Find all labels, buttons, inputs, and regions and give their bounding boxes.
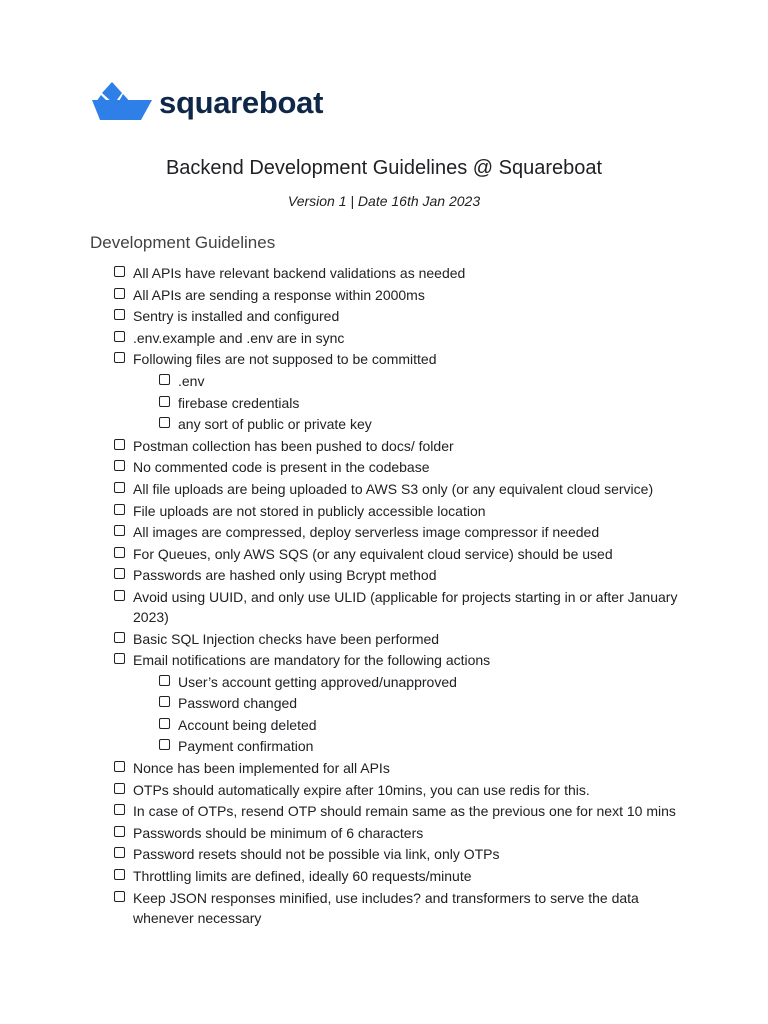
checklist-item (114, 349, 684, 434)
checklist-item-label: Avoid using UUID, and only use ULID (applicable for projects starting in or after January 2023) (133, 588, 678, 625)
checkbox[interactable] (114, 847, 125, 858)
section-heading: Development Guidelines (90, 233, 276, 252)
checklist-row (114, 522, 684, 542)
checklist-item (159, 414, 684, 434)
checklist-row (159, 672, 684, 692)
checklist-item-label: All file uploads are being uploaded to AWS S3 only (or any equivalent cloud service) (133, 480, 654, 497)
brand-name: squareboat (159, 84, 324, 120)
checklist-item (114, 780, 684, 800)
checkbox[interactable] (114, 632, 125, 643)
checklist-row (114, 436, 684, 456)
checklist-item-label: .env.example and .env are in sync (133, 329, 345, 346)
checkbox[interactable] (114, 525, 125, 536)
checklist-row (114, 587, 684, 627)
checkbox[interactable] (114, 826, 125, 837)
checklist-item (114, 544, 684, 564)
checkbox[interactable] (114, 891, 125, 902)
checkbox[interactable] (114, 439, 125, 450)
checklist-item (159, 672, 684, 692)
checklist-row (114, 457, 684, 477)
checkbox[interactable] (114, 869, 125, 880)
checklist-item (114, 888, 684, 928)
checklist-item-label: Passwords are hashed only using Bcrypt method (133, 567, 437, 584)
checkbox[interactable] (114, 352, 125, 363)
checklist-item-label: Nonce has been implemented for all APIs (133, 760, 390, 777)
checklist-item-label: Passwords should be minimum of 6 characters (133, 824, 424, 841)
checklist-item-label: User’s account getting approved/unapproved (178, 673, 457, 690)
checklist-row (114, 844, 684, 864)
checklist-row (159, 693, 684, 713)
checkbox[interactable] (114, 331, 125, 342)
checklist-item (114, 587, 684, 627)
checklist-row (159, 393, 684, 413)
checklist-item (159, 736, 684, 756)
checklist-row (159, 736, 684, 756)
checkbox[interactable] (114, 590, 125, 601)
checkbox[interactable] (159, 675, 170, 686)
checklist-row (114, 328, 684, 348)
checklist-item (114, 522, 684, 542)
checklist-item (114, 263, 684, 283)
checkbox[interactable] (114, 266, 125, 277)
checklist-row (159, 414, 684, 434)
checklist-item (114, 758, 684, 778)
checklist-row (114, 780, 684, 800)
checklist-row (114, 629, 684, 649)
checkbox[interactable] (114, 653, 125, 664)
checkbox[interactable] (159, 396, 170, 407)
checklist-row (114, 479, 684, 499)
checklist-item (114, 565, 684, 585)
checklist-row (114, 888, 684, 928)
checklist-row (114, 501, 684, 521)
checklist-item (114, 436, 684, 456)
checklist-row (159, 715, 684, 735)
checklist-item-label: Password changed (178, 695, 298, 712)
sub-checklist (114, 371, 684, 434)
checklist-item-label: Email notifications are mandatory for the following actions (133, 652, 491, 669)
checklist-item-label: Basic SQL Injection checks have been performed (133, 630, 440, 647)
checklist-item (114, 501, 684, 521)
checklist-item (159, 371, 684, 391)
version-line: Version 1 | Date 16th Jan 2023 (287, 193, 481, 209)
checklist-item-label: For Queues, only AWS SQS (or any equivalent cloud service) should be used (133, 545, 613, 562)
checkbox[interactable] (114, 288, 125, 299)
checkbox[interactable] (114, 504, 125, 515)
checklist-row (114, 306, 684, 326)
document-title: Backend Development Guidelines @ Squareboat (165, 157, 603, 179)
checklist-item-label: File uploads are not stored in publicly accessible location (133, 502, 486, 519)
checklist-item-label: All APIs have relevant backend validations as needed (133, 265, 466, 281)
checklist-item-label: All images are compressed, deploy serverless image compressor if needed (133, 524, 600, 541)
checklist-item (114, 479, 684, 499)
checkbox[interactable] (159, 696, 170, 707)
checkbox[interactable] (159, 417, 170, 428)
checklist-row (114, 823, 684, 843)
checklist-item (114, 285, 684, 305)
checklist (114, 263, 684, 929)
checklist-item (114, 823, 684, 843)
checklist-item (159, 715, 684, 735)
checklist-item-label: any sort of public or private key (178, 416, 372, 433)
checklist-item (159, 693, 684, 713)
checklist-item-label: In case of OTPs, resend OTP should remain same as the previous one for next 10 mins (133, 803, 676, 820)
checklist-row (114, 565, 684, 585)
checkbox[interactable] (114, 568, 125, 579)
checklist-item-label: OTPs should automatically expire after 10mins, you can use redis for this. (133, 781, 590, 798)
checklist-item (114, 629, 684, 649)
checklist-item-label: Payment confirmation (178, 738, 314, 755)
checkbox[interactable] (159, 739, 170, 750)
checkbox[interactable] (114, 547, 125, 558)
checklist-row (114, 650, 684, 670)
checklist-item-label: .env (178, 372, 205, 389)
checkbox[interactable] (159, 374, 170, 385)
checklist-item-label: Postman collection has been pushed to docs/ folder (133, 437, 454, 454)
checklist-row (114, 285, 684, 305)
checklist-item-label: Sentry is installed and configured (133, 308, 340, 325)
checklist-row (114, 544, 684, 564)
checklist-item-label: firebase credentials (178, 394, 300, 411)
checklist-item-label: Account being deleted (178, 716, 317, 733)
brand-header (92, 82, 323, 122)
checklist-item-label: All APIs are sending a response within 2000ms (133, 286, 425, 303)
checklist-item (114, 866, 684, 886)
checklist-item (114, 801, 684, 821)
checkbox[interactable] (114, 761, 125, 772)
checkbox[interactable] (114, 460, 125, 471)
checkbox[interactable] (114, 804, 125, 815)
checklist-item-label: No commented code is present in the codebase (133, 459, 430, 476)
checklist-item (114, 650, 684, 756)
checklist-row (114, 801, 684, 821)
checklist-row (114, 349, 684, 369)
checkbox[interactable] (114, 783, 125, 794)
checklist-item-label: Keep JSON responses minified, use includes? and transformers to serve the data whenever necessary (133, 889, 639, 926)
checkbox[interactable] (114, 482, 125, 493)
checklist-item (114, 328, 684, 348)
checklist-item (114, 844, 684, 864)
checklist-item-label: Throttling limits are defined, ideally 60 requests/minute (133, 868, 472, 885)
checklist-item (114, 306, 684, 326)
checklist-item (159, 393, 684, 413)
checkbox[interactable] (159, 718, 170, 729)
boat-icon (92, 82, 152, 122)
checklist-item-label: Following files are not supposed to be committed (133, 351, 437, 368)
checklist-row (114, 866, 684, 886)
checklist-row (159, 371, 684, 391)
checklist-row (114, 758, 684, 778)
checklist-item-label: Password resets should not be possible via link, only OTPs (133, 846, 500, 863)
sub-checklist (114, 672, 684, 757)
checklist-row (114, 263, 684, 283)
checklist-item (114, 457, 684, 477)
checkbox[interactable] (114, 309, 125, 320)
